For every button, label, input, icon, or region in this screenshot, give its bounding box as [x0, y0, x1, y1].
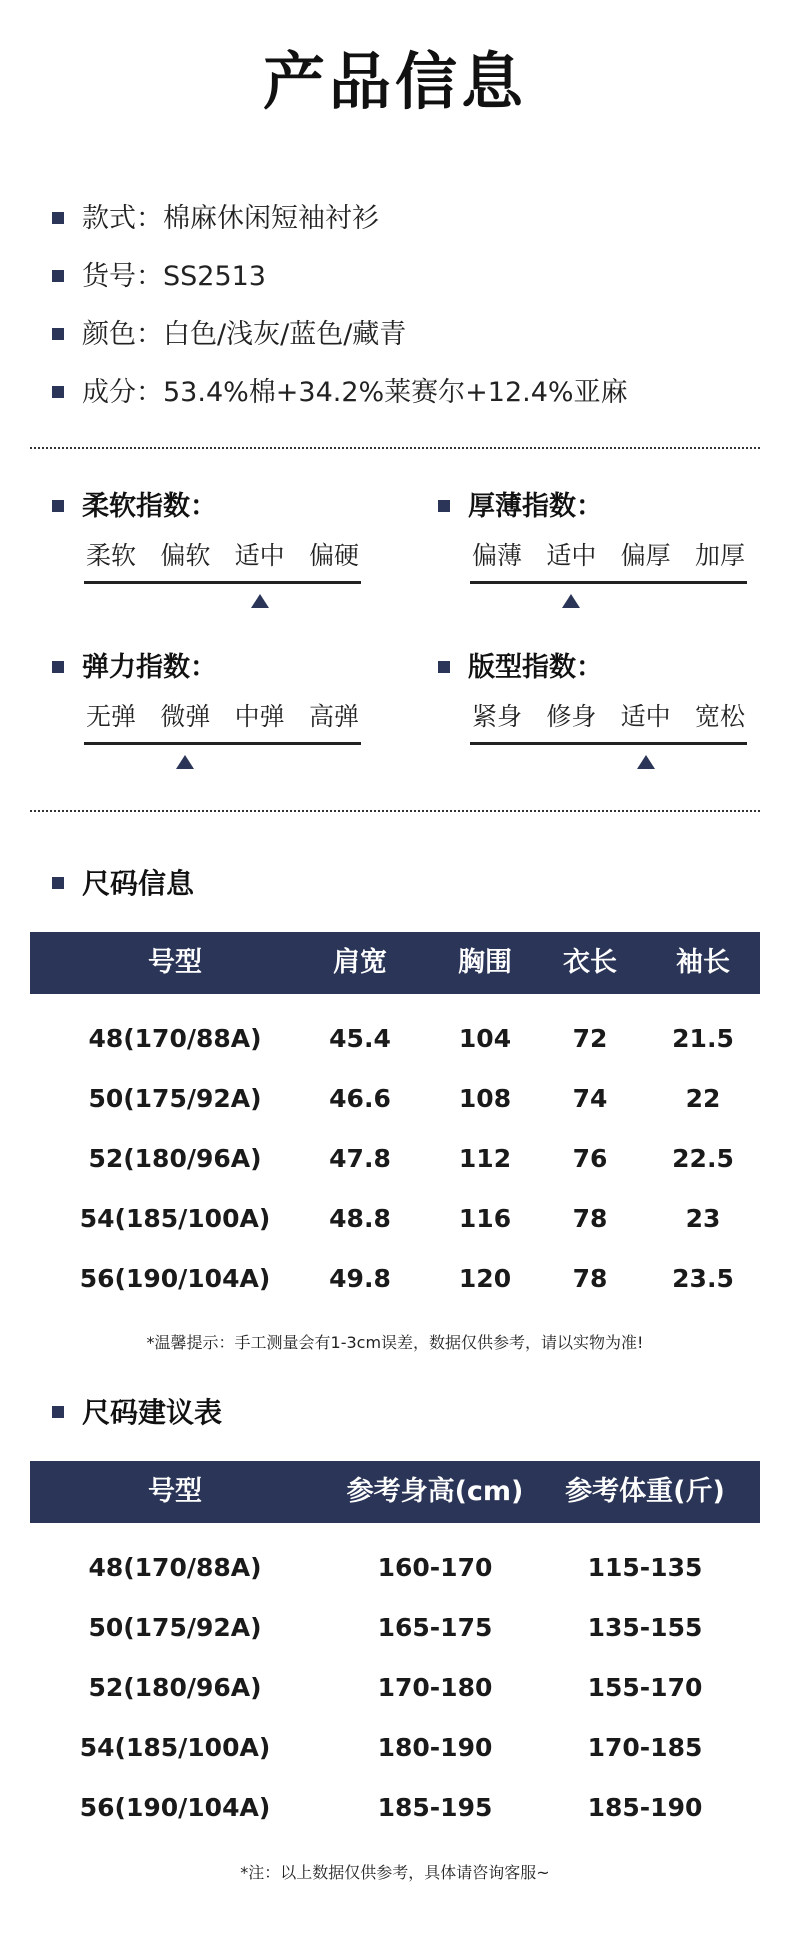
table-cell: 115-135	[587, 1553, 703, 1582]
index-scale	[84, 700, 361, 745]
triangle-marker-icon	[176, 755, 194, 769]
table-row	[30, 1129, 760, 1189]
dotted-divider	[30, 447, 760, 449]
scale-option: 适中	[546, 541, 597, 570]
table-cell: 72	[572, 1024, 608, 1053]
table-row	[30, 1069, 760, 1129]
square-bullet-icon	[52, 500, 64, 512]
table-cell: 170-185	[587, 1733, 703, 1762]
table-cell: 56(190/104A)	[79, 1793, 271, 1822]
square-bullet-icon	[52, 328, 64, 340]
index-scale	[84, 539, 361, 584]
scale-option: 微弹	[160, 702, 211, 731]
table-row	[30, 1009, 760, 1069]
info-item-color	[52, 306, 628, 364]
header-cell: 参考体重(斤)	[565, 1476, 725, 1507]
square-bullet-icon	[52, 877, 64, 889]
scale-option: 柔软	[86, 541, 137, 570]
table-cell: 50(175/92A)	[88, 1084, 262, 1113]
table-cell: 52(180/96A)	[88, 1673, 262, 1702]
table-row	[30, 1538, 760, 1598]
triangle-marker-icon	[637, 755, 655, 769]
table-row	[30, 1598, 760, 1658]
page-title: 产品信息	[262, 45, 527, 118]
square-bullet-icon	[438, 500, 450, 512]
scale-option: 修身	[546, 702, 597, 731]
square-bullet-icon	[52, 386, 64, 398]
table-cell: 78	[572, 1204, 608, 1233]
product-info-list	[52, 190, 628, 422]
table-cell: 48.8	[329, 1204, 391, 1233]
table-cell: 48(170/88A)	[88, 1024, 262, 1053]
elasticity-index	[52, 648, 372, 769]
table-cell: 45.4	[329, 1024, 391, 1053]
info-label: 成分：	[82, 377, 163, 408]
table-row	[30, 1718, 760, 1778]
table-cell: 120	[458, 1264, 512, 1293]
square-bullet-icon	[52, 212, 64, 224]
size-info-title: 尺码信息	[52, 864, 194, 904]
table-cell: 112	[458, 1144, 512, 1173]
info-value: 53.4%棉+34.2%莱赛尔+12.4%亚麻	[163, 377, 628, 408]
scale-option: 偏硬	[308, 541, 359, 570]
table-cell: 50(175/92A)	[88, 1613, 262, 1642]
table-cell: 116	[458, 1204, 512, 1233]
square-bullet-icon	[52, 270, 64, 282]
advice-note: *注：以上数据仅供参考，具体请咨询客服~	[240, 1863, 550, 1882]
header-cell: 袖长	[676, 947, 730, 978]
square-bullet-icon	[52, 1406, 64, 1418]
scale-option: 紧身	[472, 702, 523, 731]
table-cell: 56(190/104A)	[79, 1264, 271, 1293]
table-cell: 170-180	[377, 1673, 493, 1702]
info-label: 颜色：	[82, 319, 163, 350]
triangle-marker-icon	[562, 594, 580, 608]
index-title: 版型指数：	[468, 652, 603, 683]
square-bullet-icon	[438, 661, 450, 673]
table-cell: 78	[572, 1264, 608, 1293]
header-cell: 胸围	[458, 947, 512, 978]
size-advice-table-header	[30, 1461, 760, 1523]
info-value: SS2513	[163, 261, 266, 292]
scale-option: 无弹	[86, 702, 137, 731]
table-cell: 54(185/100A)	[79, 1204, 271, 1233]
header-cell: 衣长	[563, 947, 617, 978]
table-cell: 54(185/100A)	[79, 1733, 271, 1762]
header-cell: 号型	[148, 1476, 202, 1507]
info-item-material	[52, 364, 628, 422]
fit-index	[438, 648, 758, 769]
table-cell: 47.8	[329, 1144, 391, 1173]
table-row	[30, 1658, 760, 1718]
square-bullet-icon	[52, 661, 64, 673]
table-cell: 76	[572, 1144, 608, 1173]
table-cell: 74	[572, 1084, 608, 1113]
info-item-style	[52, 190, 628, 248]
table-cell: 23.5	[672, 1264, 734, 1293]
info-item-sku	[52, 248, 628, 306]
header-cell: 参考身高(cm)	[346, 1476, 524, 1507]
table-cell: 46.6	[329, 1084, 391, 1113]
table-cell: 48(170/88A)	[88, 1553, 262, 1582]
info-value: 棉麻休闲短袖衬衫	[163, 203, 379, 234]
table-cell: 180-190	[377, 1733, 493, 1762]
table-cell: 104	[458, 1024, 512, 1053]
index-scale	[470, 539, 747, 584]
measurement-note: *温馨提示：手工测量会有1-3cm误差，数据仅供参考，请以实物为准!	[146, 1333, 644, 1352]
table-cell: 160-170	[377, 1553, 493, 1582]
table-cell: 21.5	[672, 1024, 734, 1053]
index-title: 厚薄指数：	[468, 491, 603, 522]
table-cell: 185-190	[587, 1793, 703, 1822]
scale-option: 加厚	[694, 541, 745, 570]
size-info-table-header	[30, 932, 760, 994]
header-cell: 号型	[148, 947, 202, 978]
index-title: 弹力指数：	[82, 652, 217, 683]
info-value: 白色/浅灰/蓝色/藏青	[163, 319, 407, 350]
scale-option: 宽松	[694, 702, 745, 731]
dotted-divider	[30, 810, 760, 812]
table-cell: 52(180/96A)	[88, 1144, 262, 1173]
info-label: 款式：	[82, 203, 163, 234]
index-scale	[470, 700, 747, 745]
table-cell: 135-155	[587, 1613, 703, 1642]
scale-option: 适中	[620, 702, 671, 731]
table-cell: 155-170	[587, 1673, 703, 1702]
table-cell: 165-175	[377, 1613, 493, 1642]
index-title: 柔软指数：	[82, 491, 217, 522]
table-cell: 22.5	[672, 1144, 734, 1173]
scale-option: 高弹	[308, 702, 359, 731]
info-label: 货号：	[82, 261, 163, 292]
table-cell: 49.8	[329, 1264, 391, 1293]
scale-option: 偏薄	[472, 541, 523, 570]
table-cell: 185-195	[377, 1793, 493, 1822]
scale-option: 偏软	[160, 541, 211, 570]
scale-option: 适中	[234, 541, 285, 570]
table-cell: 108	[458, 1084, 512, 1113]
header-cell: 肩宽	[333, 947, 387, 978]
softness-index	[52, 487, 372, 608]
table-row	[30, 1249, 760, 1309]
table-row	[30, 1189, 760, 1249]
size-advice-title: 尺码建议表	[52, 1393, 222, 1433]
scale-option: 偏厚	[620, 541, 671, 570]
scale-option: 中弹	[234, 702, 285, 731]
table-cell: 22	[685, 1084, 721, 1113]
triangle-marker-icon	[251, 594, 269, 608]
thickness-index	[438, 487, 758, 608]
table-cell: 23	[685, 1204, 721, 1233]
table-row	[30, 1778, 760, 1838]
